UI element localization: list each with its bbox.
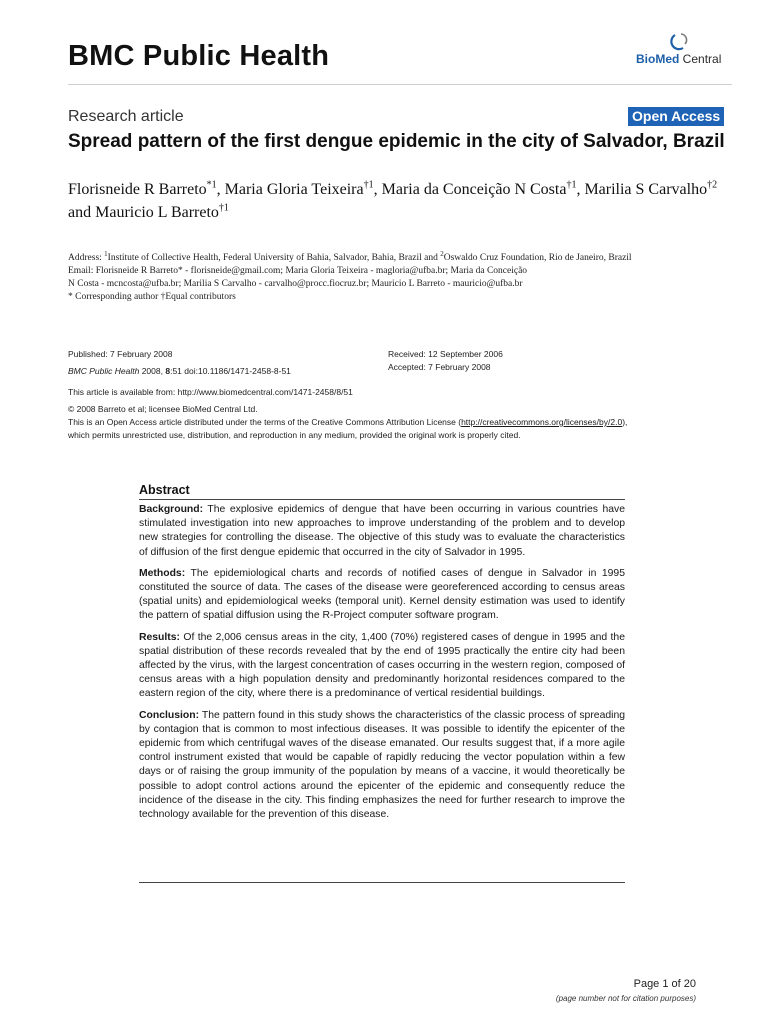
author-affiliation-mark: †1 (363, 179, 374, 191)
accepted-date: Accepted: 7 February 2008 (388, 362, 491, 372)
license-text: This is an Open Access article distributed under the terms of the Creative Commons Attribution License ( (68, 417, 462, 427)
author-affiliation-mark: *1 (206, 179, 217, 191)
email-line: Email: Florisneide R Barreto* - florisneide@gmail.com; Maria Gloria Teixeira - magloria@ufba.br; Maria da Conceição (68, 266, 528, 276)
logo-wordmark (636, 52, 721, 66)
author-separator: , (576, 181, 585, 198)
abstract-divider (139, 499, 625, 500)
contact-block (68, 265, 732, 304)
affiliation-mark: 2 (440, 250, 444, 258)
license-line (68, 416, 732, 429)
abstract (139, 483, 625, 829)
citation-volume: 8 (165, 366, 171, 376)
published-date: Published: 7 February 2008 (68, 349, 173, 359)
abstract-methods (139, 567, 625, 624)
submission-dates (388, 348, 688, 374)
author-name: Maria da Conceição N Costa (381, 181, 567, 198)
citation-doi: :51 doi:10.1186/1471-2458-8-51 (170, 366, 291, 376)
section-label: Background: (139, 504, 204, 515)
affiliation-mark: 1 (104, 250, 108, 258)
author-affiliation-mark: †1 (566, 179, 577, 191)
abstract-conclusion (139, 709, 625, 823)
address-label: Address: (68, 253, 105, 264)
availability-line: This article is available from: http://www.biomedcentral.com/1471-2458/8/51 (68, 387, 353, 397)
citation-line (68, 365, 368, 378)
license-block (68, 403, 732, 442)
author-separator: and (68, 204, 96, 221)
affiliation-1: Institute of Collective Health, Federal University of Bahia, Salvador, Bahia, Brazil and (107, 253, 441, 264)
author-separator: , (373, 181, 382, 198)
section-text: Of the 2,006 census areas in the city, 1,400 (70%) registered cases of dengue in 1995 and the spatial distribution of these records revealed that by the end of 1995 practically the entire city had been affected by the virus, with the largest concentration of cases occurring in the western region, composed of census areas with a high population density and predominantly horizontal residences compared to the eastern region of the city, where there is a predominance of vertical residential buildings. (139, 631, 625, 700)
author-name: Mauricio L Barreto (95, 204, 219, 221)
received-date: Received: 12 September 2006 (388, 349, 503, 359)
publication-info (68, 348, 368, 378)
logo-bio: BioMed (636, 52, 680, 66)
citation-journal: BMC Public Health (68, 366, 140, 376)
author-list (68, 178, 728, 224)
section-text: The epidemiological charts and records of notified cases of dengue in Salvador in 1995 constituted the source of data. The cases of the disease were georeferenced according to census areas (spatial units) and epidemiological weeks (temporal unit). Kernel density estimation was used to identify the pattern of spatial diffusion using the R-Project computer software program. (139, 567, 625, 622)
author-affiliation-mark: †2 (707, 179, 718, 191)
section-label: Results: (139, 631, 180, 643)
header-divider (68, 84, 732, 85)
page-number-note: (page number not for citation purposes) (555, 994, 696, 1003)
citation-year: 2008, (139, 366, 166, 376)
section-text: The explosive epidemics of dengue that have been occurring in various countries have stimulated investigation into new approaches to improve understanding of the problem and to develop new strategies for controlling the disease. The objective of this study was to evaluate the characteristics of diffusion of the first dengue epidemic that occurred in the city of Salvador in 1995. (139, 504, 625, 558)
author-name: Marilia S Carvalho (584, 181, 708, 198)
biomed-central-logo (636, 32, 736, 70)
author-name: Maria Gloria Teixeira (224, 181, 364, 198)
biomed-logo-icon (666, 32, 692, 52)
affiliation-2: Oswaldo Cruz Foundation, Rio de Janeiro, Brazil (443, 253, 632, 264)
article-type: Research article (68, 108, 184, 125)
article-title: Spread pattern of the first dengue epidemic in the city of Salvador, Brazil (68, 131, 725, 152)
section-label: Methods: (139, 567, 186, 579)
copyright-line: © 2008 Barreto et al; licensee BioMed Central Ltd. (68, 404, 258, 414)
license-line-2: which permits unrestricted use, distribution, and reproduction in any medium, provided the original work is properly cited. (68, 430, 521, 440)
logo-central: Central (679, 52, 722, 66)
journal-title: BMC Public Health (68, 40, 330, 72)
section-label: Conclusion: (139, 709, 200, 721)
email-line: N Costa - mcncosta@ufba.br; Marilia S Carvalho - carvalho@procc.fiocruz.br; Mauricio L Barreto - mauricio@ufba.br (68, 279, 523, 289)
abstract-heading: Abstract (139, 483, 190, 497)
license-text-end: ), (622, 417, 628, 427)
author-name: Florisneide R Barreto (68, 181, 207, 198)
abstract-bottom-divider (139, 882, 625, 883)
author-separator: , (216, 181, 225, 198)
page-number: Page 1 of 20 (633, 978, 696, 990)
open-access-badge: Open Access (628, 107, 724, 126)
affiliation-address (68, 248, 732, 265)
author-affiliation-mark: †1 (218, 202, 229, 214)
license-link[interactable]: http://creativecommons.org/licenses/by/2.0 (461, 417, 623, 427)
abstract-results (139, 631, 625, 702)
section-text: The pattern found in this study shows the characteristics of the classic process of spreading by contagion that is common to most infectious diseases. It was possible to identify the epicenter of the epidemic from which centrifugal waves of the disease emanated. Our results suggest that, if a more agile control instrument existed that would be capable of rapidly reducing the vector population within a few days or of raising the group immunity of the population by means of a vaccine, it would theoretically be possible to adopt control actions around the epicenter of the epidemic and consequently reduce the incidence of the disease in the city. This finding emphasizes the need for further research to improve the technology available for the prevention of this disease. (139, 709, 625, 821)
author-notes: * Corresponding author †Equal contributors (68, 292, 236, 302)
abstract-background (139, 503, 625, 560)
